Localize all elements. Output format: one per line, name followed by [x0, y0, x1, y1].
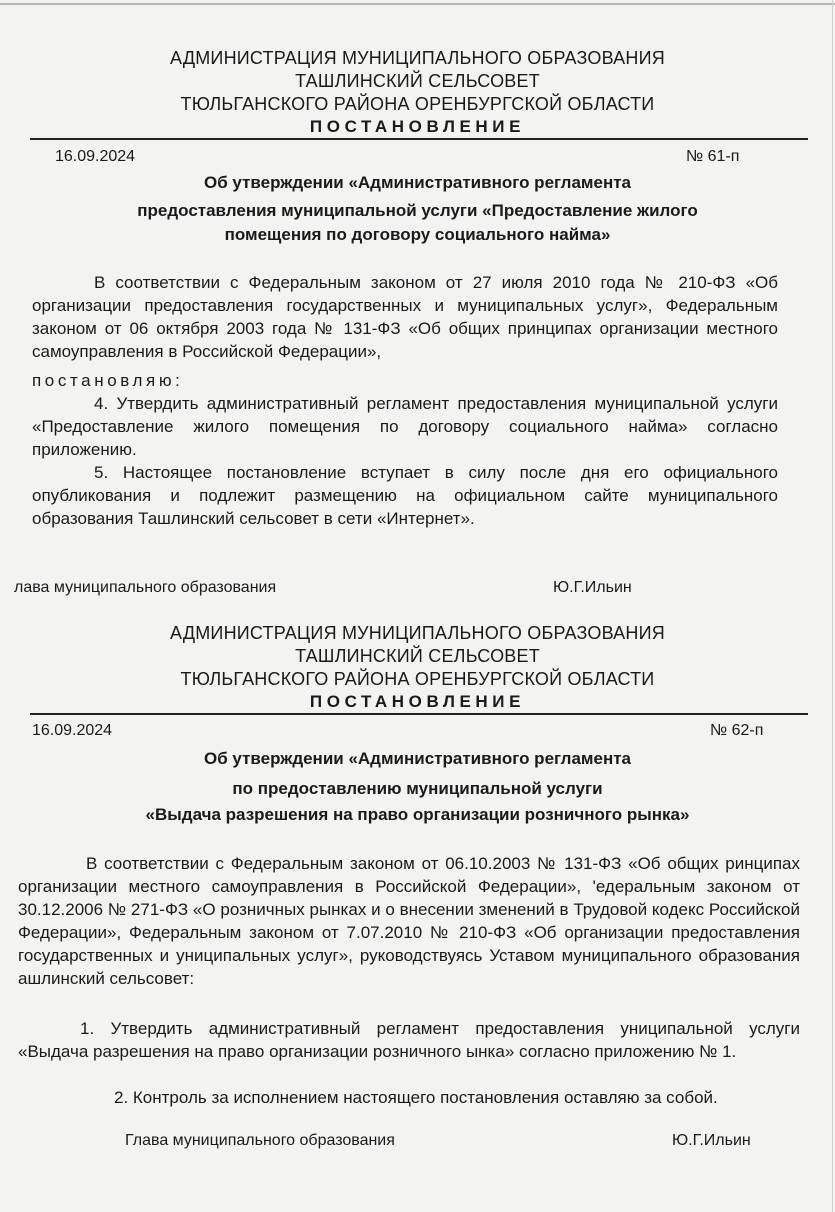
header-line-district: ТЮЛЬГАНСКОГО РАЙОНА ОРЕНБУРГСКОЙ ОБЛАСТИ: [180, 94, 655, 114]
header-divider: [30, 713, 808, 715]
header-line-district: ТЮЛЬГАНСКОГО РАЙОНА ОРЕНБУРГСКОЙ ОБЛАСТИ: [180, 669, 655, 689]
header-line-administration: АДМИНИСТРАЦИЯ МУНИЦИПАЛЬНОГО ОБРАЗОВАНИЯ: [170, 48, 665, 68]
header-line-council: ТАШЛИНСКИЙ СЕЛЬСОВЕТ: [295, 71, 540, 91]
decree-word: постановляю:: [32, 371, 184, 390]
document-date: 16.09.2024: [32, 722, 113, 739]
header-divider: [30, 138, 808, 140]
page-top-edge: [0, 3, 835, 5]
header-line-council: ТАШЛИНСКИЙ СЕЛЬСОВЕТ: [295, 646, 540, 666]
heading-line-1: Об утверждении «Административного регламента: [203, 749, 632, 768]
heading-line-2: по предоставлению муниципальной услуги: [232, 779, 603, 798]
preamble-paragraph: В соответствии с Федеральным законом от 27 июля 2010 года № 210-ФЗ «Об организации предоставления государственных и муниципальных услуг», Федеральным законом от 06 октября 2003 года № 131-ФЗ «Об общих принципах организации местного самоуправления в Российской Федерации»,: [32, 273, 778, 361]
decree-item-1: 1. Утвердить административный регламент предоставления униципальной услуги «Выдача разрешения на право организации розничного ынка» согласно приложению № 1.: [18, 1019, 800, 1061]
decree-item-5: 5. Настоящее постановление вступает в силу после дня его официального опубликования и подлежит размещению на официальном сайте муниципального образования Ташлинский сельсовет в сети «Интернет».: [32, 463, 778, 528]
document-number: № 61-п: [686, 148, 740, 165]
decree-item-4: 4. Утвердить административный регламент предоставления муниципальной услуги «Предоставление жилого помещения по договору социального найма» согласно приложению.: [32, 394, 778, 459]
signature-label: лава муниципального образования: [14, 579, 277, 596]
signature-label: Глава муниципального образования: [125, 1132, 395, 1149]
decree-item-2: 2. Контроль за исполнением настоящего постановления оставляю за собой.: [114, 1088, 718, 1107]
signature-name: Ю.Г.Ильин: [553, 579, 632, 596]
document-number: № 62-п: [710, 722, 764, 739]
preamble-paragraph: В соответствии с Федеральным законом от 06.10.2003 № 131-ФЗ «Об общих ринципах организации местного самоуправления в Российской Федерации», 'едеральным законом от 30.12.2006 № 271-ФЗ «О розничных рынках и о внесении зменений в Трудовой кодекс Российской Федерации», Федеральным законом от 7.07.2010 № 210-ФЗ «Об организации предоставления государственных и униципальных услуг», руководствуясь Уставом муниципального образования ашлинский сельсовет:: [18, 854, 800, 988]
header-line-administration: АДМИНИСТРАЦИЯ МУНИЦИПАЛЬНОГО ОБРАЗОВАНИЯ: [170, 623, 665, 643]
heading-line-1: Об утверждении «Административного регламента: [203, 173, 632, 192]
document-title: ПОСТАНОВЛЕНИЕ: [309, 117, 526, 136]
heading-line-3: «Выдача разрешения на право организации розничного рынка»: [145, 805, 690, 824]
heading-line-3: помещения по договору социального найма»: [224, 225, 611, 244]
document-date: 16.09.2024: [55, 148, 136, 165]
document-title: ПОСТАНОВЛЕНИЕ: [309, 692, 526, 711]
heading-line-2: предоставления муниципальной услуги «Предоставление жилого: [137, 201, 698, 220]
signature-name: Ю.Г.Ильин: [672, 1132, 751, 1149]
